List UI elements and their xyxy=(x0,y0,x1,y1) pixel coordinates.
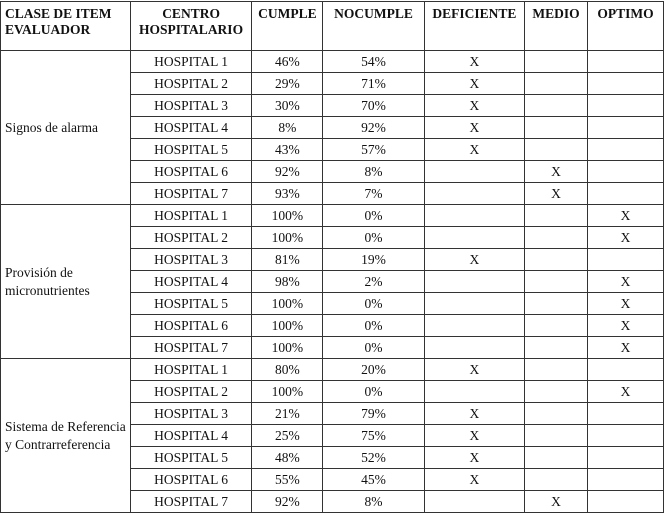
header-deficiente: DEFICIENTE xyxy=(424,2,524,51)
cell-nocumple: 0% xyxy=(323,293,424,315)
cell-medio xyxy=(525,249,588,271)
cell-centro: HOSPITAL 2 xyxy=(130,227,252,249)
cell-medio xyxy=(525,227,588,249)
cell-optimo xyxy=(587,73,663,95)
cell-medio xyxy=(525,95,588,117)
cell-cumple: 93% xyxy=(252,183,323,205)
cell-medio xyxy=(525,117,588,139)
cell-optimo: X xyxy=(587,315,663,337)
table-row xyxy=(1,205,664,227)
cell-cumple: 25% xyxy=(252,425,323,447)
cell-nocumple: 92% xyxy=(323,117,424,139)
cell-optimo xyxy=(587,469,663,491)
cell-centro: HOSPITAL 4 xyxy=(130,117,252,139)
cell-optimo xyxy=(587,403,663,425)
cell-optimo xyxy=(587,51,663,73)
cell-medio xyxy=(525,469,588,491)
cell-medio xyxy=(525,381,588,403)
cell-nocumple: 0% xyxy=(323,381,424,403)
cell-nocumple: 52% xyxy=(323,447,424,469)
cell-medio xyxy=(525,315,588,337)
cell-centro: HOSPITAL 2 xyxy=(130,381,252,403)
cell-medio xyxy=(525,139,588,161)
cell-nocumple: 70% xyxy=(323,95,424,117)
cell-cumple: 30% xyxy=(252,95,323,117)
cell-cumple: 55% xyxy=(252,469,323,491)
cell-centro: HOSPITAL 6 xyxy=(130,161,252,183)
cell-optimo xyxy=(587,139,663,161)
cell-centro: HOSPITAL 2 xyxy=(130,73,252,95)
cell-deficiente: X xyxy=(424,403,524,425)
group-label: Provisión de micronutrientes xyxy=(1,205,131,359)
cell-centro: HOSPITAL 7 xyxy=(130,183,252,205)
cell-nocumple: 71% xyxy=(323,73,424,95)
table-row xyxy=(1,359,664,381)
cell-cumple: 100% xyxy=(252,337,323,359)
cell-nocumple: 8% xyxy=(323,491,424,513)
cell-deficiente: X xyxy=(424,425,524,447)
cell-nocumple: 2% xyxy=(323,271,424,293)
cell-nocumple: 7% xyxy=(323,183,424,205)
group-label: Signos de alarma xyxy=(1,51,131,205)
cell-deficiente xyxy=(424,271,524,293)
cell-deficiente: X xyxy=(424,469,524,491)
header-clase: CLASE DE ITEM EVALUADOR xyxy=(1,2,131,51)
cell-optimo xyxy=(587,249,663,271)
cell-nocumple: 0% xyxy=(323,227,424,249)
cell-centro: HOSPITAL 3 xyxy=(130,249,252,271)
cell-medio xyxy=(525,359,588,381)
table-row xyxy=(1,51,664,73)
cell-centro: HOSPITAL 1 xyxy=(130,205,252,227)
cell-cumple: 80% xyxy=(252,359,323,381)
header-centro: CENTRO HOSPITALARIO xyxy=(130,2,252,51)
cell-deficiente: X xyxy=(424,95,524,117)
cell-deficiente xyxy=(424,337,524,359)
cell-cumple: 8% xyxy=(252,117,323,139)
cell-optimo xyxy=(587,447,663,469)
cell-centro: HOSPITAL 6 xyxy=(130,315,252,337)
cell-centro: HOSPITAL 7 xyxy=(130,491,252,513)
cell-cumple: 29% xyxy=(252,73,323,95)
cell-cumple: 92% xyxy=(252,491,323,513)
cell-optimo: X xyxy=(587,271,663,293)
cell-centro: HOSPITAL 4 xyxy=(130,425,252,447)
cell-optimo xyxy=(587,359,663,381)
cell-centro: HOSPITAL 5 xyxy=(130,139,252,161)
cell-deficiente: X xyxy=(424,117,524,139)
cell-medio xyxy=(525,425,588,447)
cell-medio xyxy=(525,271,588,293)
cell-centro: HOSPITAL 1 xyxy=(130,51,252,73)
cell-optimo: X xyxy=(587,293,663,315)
cell-nocumple: 0% xyxy=(323,337,424,359)
cell-cumple: 21% xyxy=(252,403,323,425)
cell-deficiente xyxy=(424,315,524,337)
cell-centro: HOSPITAL 3 xyxy=(130,95,252,117)
cell-optimo xyxy=(587,425,663,447)
cell-centro: HOSPITAL 7 xyxy=(130,337,252,359)
cell-optimo: X xyxy=(587,205,663,227)
cell-cumple: 100% xyxy=(252,293,323,315)
cell-nocumple: 20% xyxy=(323,359,424,381)
cell-centro: HOSPITAL 3 xyxy=(130,403,252,425)
table-body xyxy=(1,51,664,513)
header-cumple: CUMPLE xyxy=(252,2,323,51)
cell-nocumple: 0% xyxy=(323,315,424,337)
cell-cumple: 100% xyxy=(252,205,323,227)
cell-centro: HOSPITAL 6 xyxy=(130,469,252,491)
cell-deficiente xyxy=(424,183,524,205)
cell-medio xyxy=(525,73,588,95)
cell-cumple: 81% xyxy=(252,249,323,271)
cell-optimo: X xyxy=(587,227,663,249)
cell-medio xyxy=(525,51,588,73)
cell-deficiente: X xyxy=(424,51,524,73)
cell-nocumple: 0% xyxy=(323,205,424,227)
cell-optimo xyxy=(587,491,663,513)
table-header xyxy=(1,2,664,51)
cell-optimo: X xyxy=(587,381,663,403)
header-medio: MEDIO xyxy=(525,2,588,51)
header-optimo: OPTIMO xyxy=(587,2,663,51)
cell-nocumple: 19% xyxy=(323,249,424,271)
cell-deficiente: X xyxy=(424,73,524,95)
cell-cumple: 48% xyxy=(252,447,323,469)
group-label: Sistema de Referencia y Contrarreferencia xyxy=(1,359,131,513)
cell-optimo xyxy=(587,183,663,205)
cell-deficiente xyxy=(424,205,524,227)
cell-optimo: X xyxy=(587,337,663,359)
cell-medio xyxy=(525,293,588,315)
evaluation-table xyxy=(0,1,664,513)
cell-deficiente xyxy=(424,161,524,183)
cell-optimo xyxy=(587,161,663,183)
cell-centro: HOSPITAL 4 xyxy=(130,271,252,293)
cell-cumple: 98% xyxy=(252,271,323,293)
cell-centro: HOSPITAL 5 xyxy=(130,293,252,315)
cell-cumple: 100% xyxy=(252,227,323,249)
cell-medio: X xyxy=(525,491,588,513)
cell-deficiente xyxy=(424,293,524,315)
cell-nocumple: 75% xyxy=(323,425,424,447)
cell-deficiente: X xyxy=(424,139,524,161)
cell-deficiente xyxy=(424,491,524,513)
cell-cumple: 43% xyxy=(252,139,323,161)
cell-nocumple: 54% xyxy=(323,51,424,73)
cell-medio: X xyxy=(525,161,588,183)
cell-nocumple: 8% xyxy=(323,161,424,183)
cell-centro: HOSPITAL 5 xyxy=(130,447,252,469)
cell-medio xyxy=(525,337,588,359)
cell-deficiente xyxy=(424,381,524,403)
cell-nocumple: 79% xyxy=(323,403,424,425)
cell-deficiente: X xyxy=(424,447,524,469)
cell-nocumple: 45% xyxy=(323,469,424,491)
cell-medio: X xyxy=(525,183,588,205)
cell-centro: HOSPITAL 1 xyxy=(130,359,252,381)
cell-optimo xyxy=(587,117,663,139)
cell-medio xyxy=(525,205,588,227)
cell-deficiente xyxy=(424,227,524,249)
cell-cumple: 92% xyxy=(252,161,323,183)
cell-deficiente: X xyxy=(424,249,524,271)
cell-deficiente: X xyxy=(424,359,524,381)
cell-optimo xyxy=(587,95,663,117)
cell-cumple: 46% xyxy=(252,51,323,73)
header-row xyxy=(1,2,664,51)
cell-nocumple: 57% xyxy=(323,139,424,161)
cell-cumple: 100% xyxy=(252,381,323,403)
cell-cumple: 100% xyxy=(252,315,323,337)
header-nocumple: NOCUMPLE xyxy=(323,2,424,51)
cell-medio xyxy=(525,403,588,425)
cell-medio xyxy=(525,447,588,469)
